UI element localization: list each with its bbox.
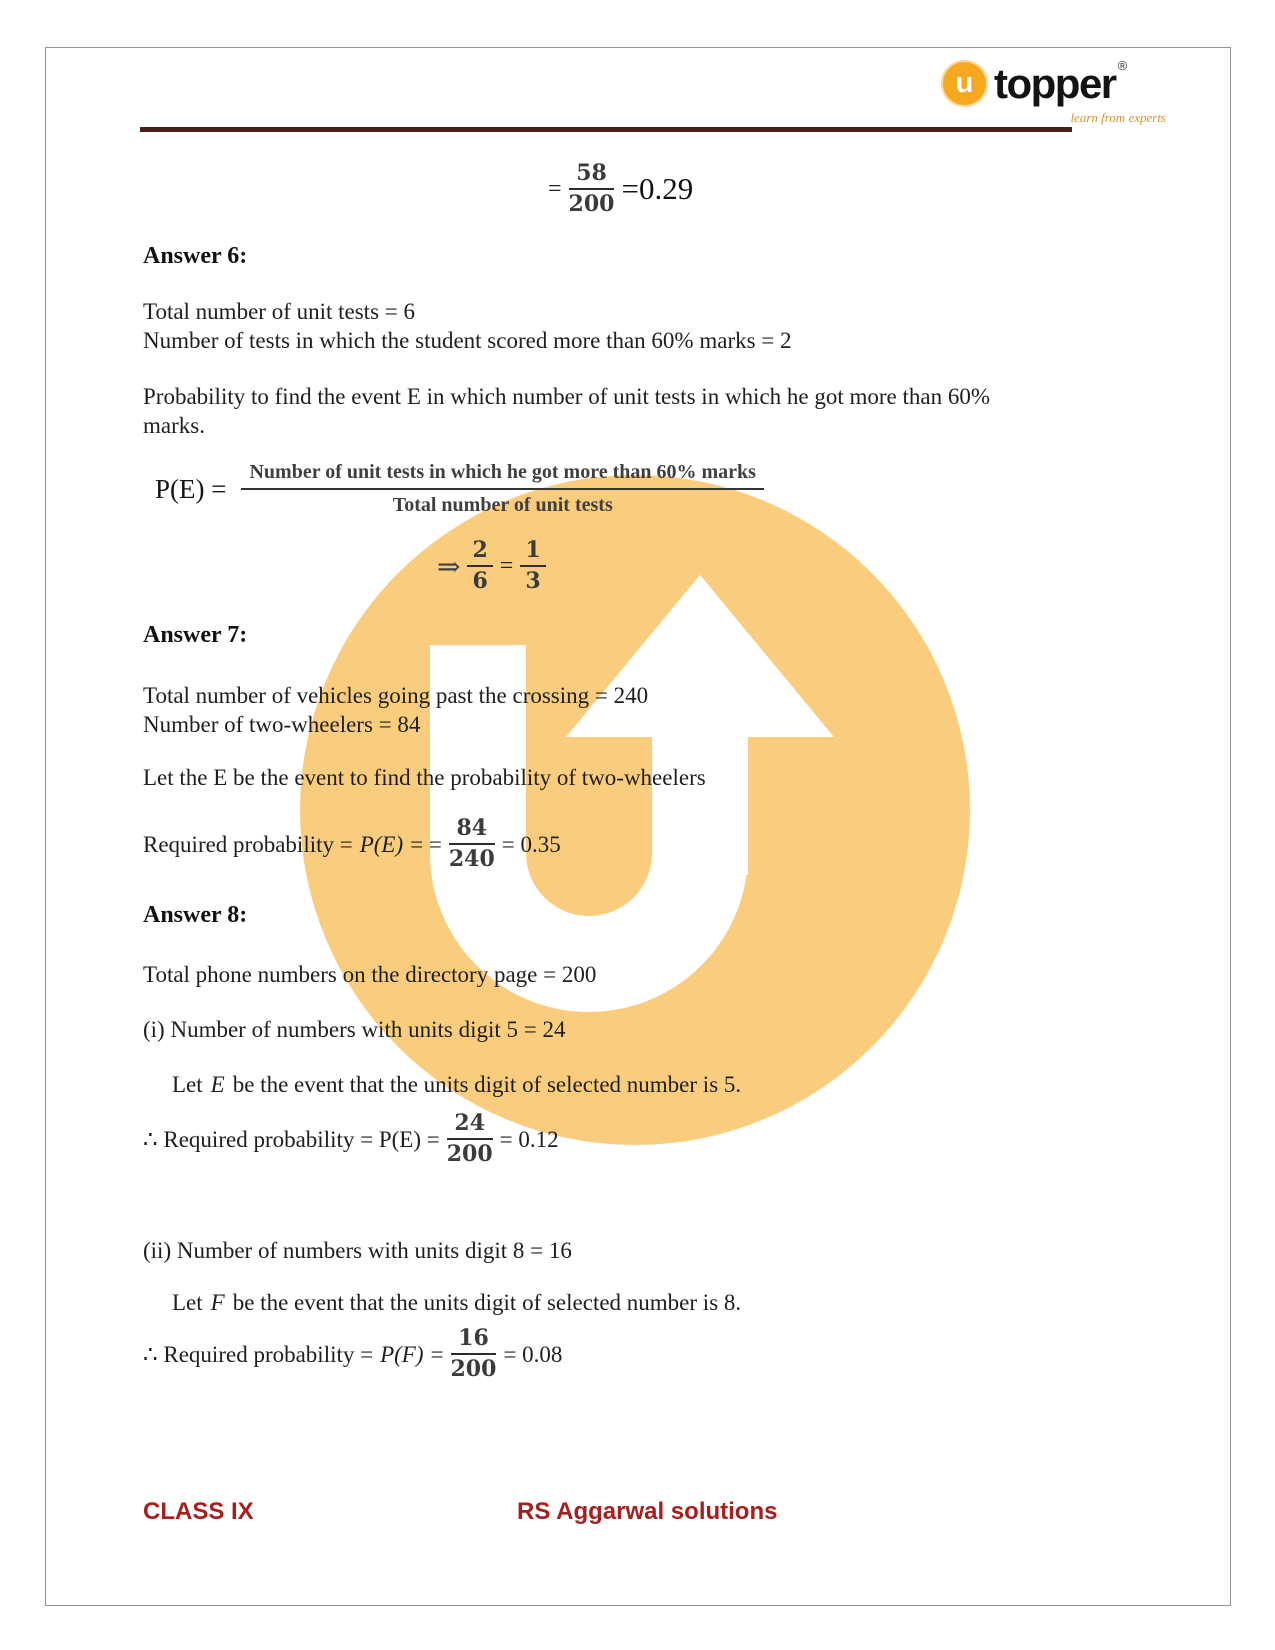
let-rest: be the event that the units digit of selected number is 8. bbox=[232, 1290, 742, 1315]
utopper-logo-circle-icon bbox=[941, 60, 988, 107]
answer7-line1: Total number of vehicles going past the crossing = 240 bbox=[143, 683, 649, 708]
equation-top bbox=[548, 160, 693, 218]
answer7-line2: Number of two-wheelers = 84 bbox=[143, 712, 421, 737]
let-prefix: Let bbox=[172, 1072, 203, 1097]
eq-prefix: ∴ Required probability = P(E) = bbox=[143, 1126, 440, 1152]
answer8-line1: Total phone numbers on the directory page = 200 bbox=[143, 962, 597, 987]
logo-u-glyph: u bbox=[955, 67, 974, 99]
answer6-lines bbox=[143, 297, 792, 355]
fraction-24-200: $\frac{24}{200}$ bbox=[446, 1110, 493, 1167]
event-variable-f: F bbox=[210, 1290, 225, 1315]
implies-arrow-icon: ⇒ bbox=[437, 549, 461, 583]
answer7-lines bbox=[143, 681, 648, 739]
pe-formula bbox=[155, 460, 764, 518]
answer6-paragraph: Probability to find the event E in which number of unit tests in which he got more than 60% marks. bbox=[143, 384, 991, 438]
event-variable-e: E bbox=[210, 1072, 225, 1097]
eq-suffix: = 0.12 bbox=[499, 1126, 559, 1152]
eq-prefix: ∴ Required probability = bbox=[143, 1341, 374, 1367]
pe-label: P(E) = bbox=[155, 473, 227, 504]
answer8-ii-let bbox=[172, 1288, 741, 1317]
eq-mid: = = bbox=[410, 831, 442, 857]
eq-suffix: = 0.08 bbox=[503, 1341, 563, 1367]
fraction-84-240: $\frac{84}{240}$ bbox=[448, 815, 495, 872]
utopper-logo bbox=[941, 60, 1127, 107]
fraction-1-3: $\frac{1}{3}$ bbox=[520, 537, 545, 595]
fraction-58-200: $\frac{58}{200}$ bbox=[568, 160, 615, 217]
fraction-pe-definition: $\frac{\text{Number of unit tests in which he got more than 60\% marks}}{\text{Total number of unit tests}}$ bbox=[241, 460, 764, 518]
registered-mark: ® bbox=[1117, 58, 1128, 73]
answer8-ii-equation bbox=[143, 1325, 562, 1383]
answer6-line1: Total number of unit tests = 6 bbox=[143, 299, 415, 324]
answer7-heading: Answer 7: bbox=[143, 622, 248, 648]
answer8-i-let bbox=[172, 1070, 741, 1099]
footer-book-title: RS Aggarwal solutions bbox=[517, 1498, 778, 1525]
pf-variable: P(F) bbox=[380, 1341, 424, 1367]
answer7-line3: Let the E be the event to find the probability of two-wheelers bbox=[143, 765, 706, 790]
equation-result: =0.29 bbox=[621, 171, 694, 206]
utopper-watermark-icon bbox=[300, 475, 970, 1145]
answer7-equation bbox=[143, 815, 561, 873]
equals-sign: = bbox=[548, 175, 562, 202]
eq-prefix: Required probability = bbox=[143, 831, 353, 857]
answer8-i-line: (i) Number of numbers with units digit 5 = 24 bbox=[143, 1017, 566, 1042]
answer8-i-equation bbox=[143, 1110, 559, 1168]
eq-mid: = bbox=[430, 1341, 444, 1367]
let-rest: be the event that the units digit of selected number is 5. bbox=[232, 1072, 742, 1097]
answer8-ii-line: (ii) Number of numbers with units digit 8 = 16 bbox=[143, 1238, 572, 1263]
footer-class-label: CLASS IX bbox=[143, 1498, 254, 1525]
answer8-heading: Answer 8: bbox=[143, 902, 248, 928]
header-rule bbox=[140, 127, 1072, 132]
logo-tagline: learn from experts bbox=[1070, 110, 1166, 125]
equation-two-sixth bbox=[437, 537, 546, 595]
answer6-line2: Number of tests in which the student scored more than 60% marks = 2 bbox=[143, 328, 792, 353]
pe-variable: P(E) bbox=[359, 831, 404, 857]
logo-text: topper bbox=[994, 60, 1116, 107]
answer6-heading: Answer 6: bbox=[143, 243, 248, 269]
eq-suffix: = 0.35 bbox=[501, 831, 561, 857]
let-prefix: Let bbox=[172, 1290, 203, 1315]
fraction-16-200: $\frac{16}{200}$ bbox=[450, 1325, 497, 1382]
equals-sign: = bbox=[499, 552, 514, 579]
fraction-2-6: $\frac{2}{6}$ bbox=[467, 537, 492, 595]
